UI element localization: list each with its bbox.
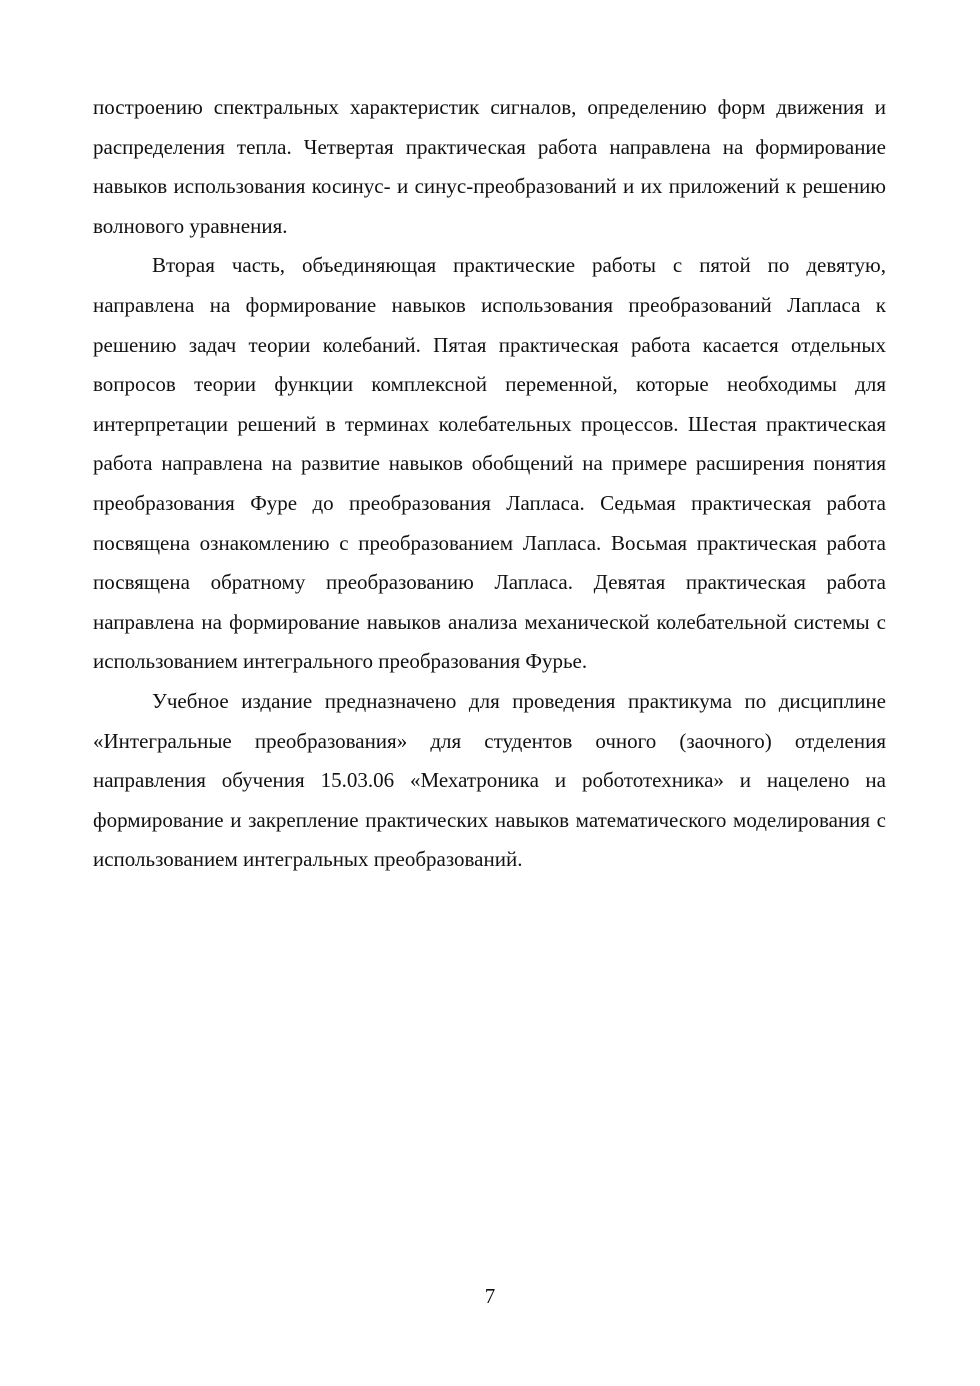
paragraph-continuation: построению спектральных характеристик сигналов, определению форм движения и распределения тепла. Четвертая практическая работа направлена на формирование навыков использования косинус- и синус-преобразований и их приложений к решению волнового уравнения.: [93, 95, 886, 238]
page-body: [93, 88, 886, 880]
paragraph-edition-purpose: Учебное издание предназначено для проведения практикума по дисциплине «Интегральные преобразования» для студентов очного (заочного) отделения направления обучения 15.03.06 «Мехатроника и робототехника» и нацелено на формирование и закрепление практических навыков математического моделирования с использованием интегральных преобразований.: [93, 688, 886, 872]
page-number: 7: [484, 1284, 496, 1308]
paragraph-second-part: Вторая часть, объединяющая практические работы с пятой по девятую, направлена на формирование навыков использования преобразований Лапласа к решению задач теории колебаний. Пятая практическая работа касается отдельных вопросов теории функции комплексной переменной, которые необходимы для интерпретации решений в терминах колебательных процессов. Шестая практическая работа направлена на развитие навыков обобщений на примере расширения понятия преобразования Фуре до преобразования Лапласа. Седьмая практическая работа посвящена ознакомлению с преобразованием Лапласа. Восьмая практическая работа посвящена обратному преобразованию Лапласа. Девятая практическая работа направлена на формирование навыков анализа механической колебательной системы с использованием интегрального преобразования Фурье.: [93, 253, 886, 674]
